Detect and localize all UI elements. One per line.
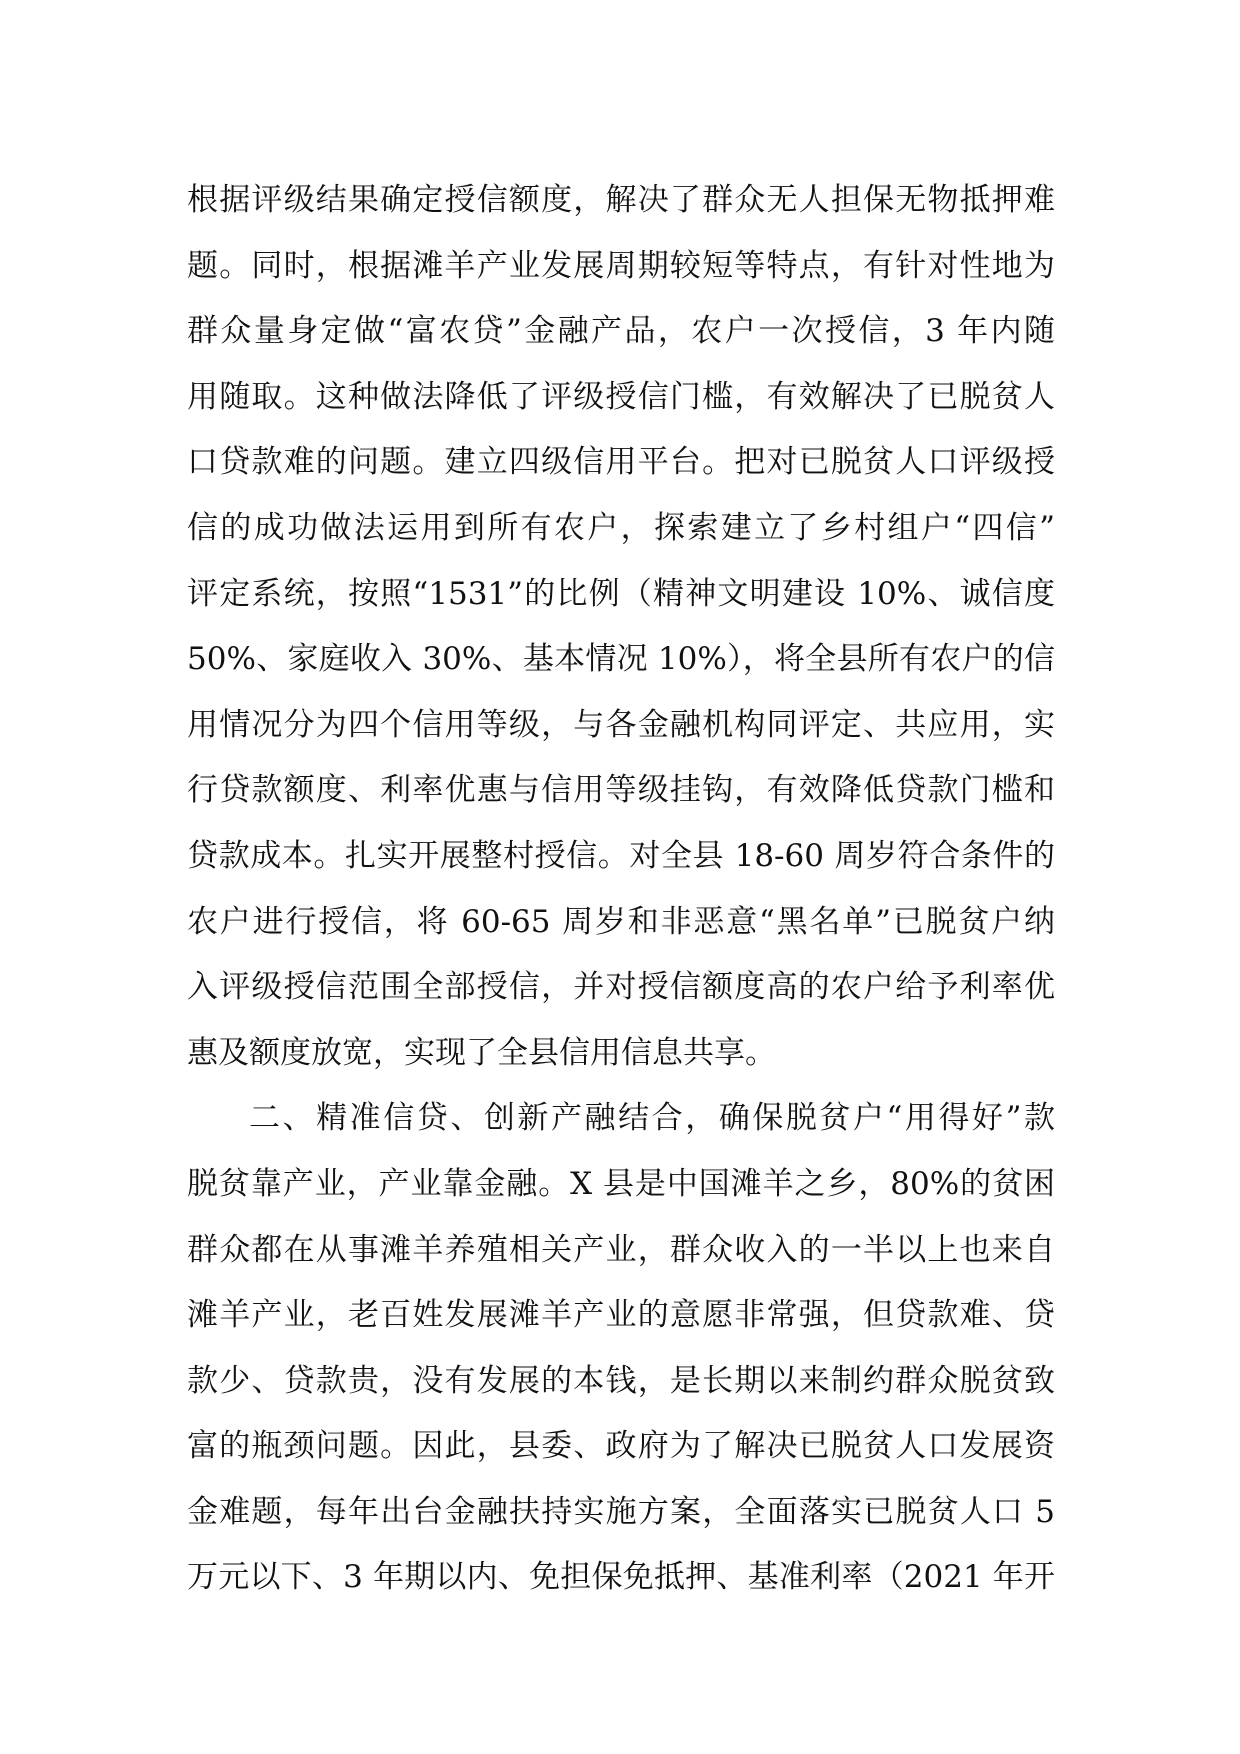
text-line: 群众量身定做“富农贷”金融产品，农户一次授信，3 年内随 [187, 313, 1055, 350]
text-line: 农户进行授信，将 60-65 周岁和非恶意“黑名单”已脱贫户纳 [187, 903, 1055, 940]
text-line: 评定系统，按照“1531”的比例（精神文明建设 10%、诚信度 [187, 575, 1055, 612]
text-line: 题。同时，根据滩羊产业发展周期较短等特点，有针对性地为 [187, 247, 1055, 284]
text-line: 贷款成本。扎实开展整村授信。对全县 18-60 周岁符合条件的 [187, 837, 1055, 874]
paragraph-end-line: 惠及额度放宽，实现了全县信用信息共享。 [187, 1034, 776, 1071]
text-line: 滩羊产业，老百姓发展滩羊产业的意愿非常强，但贷款难、贷 [187, 1297, 1055, 1334]
text-line: 口贷款难的问题。建立四级信用平台。把对已脱贫人口评级授 [187, 444, 1055, 481]
text-line: 根据评级结果确定授信额度，解决了群众无人担保无物抵押难 [187, 182, 1055, 218]
text-line: 脱贫靠产业，产业靠金融。X 县是中国滩羊之乡，80%的贫困 [187, 1165, 1055, 1202]
text-line: 款少、贷款贵，没有发展的本钱，是长期以来制约群众脱贫致 [187, 1362, 1055, 1399]
text-line: 信的成功做法运用到所有农户，探索建立了乡村组户“四信” [187, 509, 1055, 546]
text-line: 富的瓶颈问题。因此，县委、政府为了解决已脱贫人口发展资 [187, 1428, 1055, 1465]
text-line: 用情况分为四个信用等级，与各金融机构同评定、共应用，实 [187, 706, 1055, 743]
text-line: 群众都在从事滩羊养殖相关产业，群众收入的一半以上也来自 [187, 1231, 1055, 1268]
body-text [187, 168, 1055, 1611]
text-line: 行贷款额度、利率优惠与信用等级挂钩，有效降低贷款门槛和 [187, 772, 1055, 809]
text-line: 入评级授信范围全部授信，并对授信额度高的农户给予利率优 [187, 969, 1055, 1006]
text-line: 万元以下、3 年期以内、免担保免抵押、基准利率（2021 年开 [187, 1559, 1055, 1596]
text-line: 用随取。这种做法降低了评级授信门槛，有效解决了已脱贫人 [187, 378, 1055, 415]
section-heading: 二、精准信贷、创新产融结合，确保脱贫户“用得好”款 [249, 1100, 1055, 1137]
text-line: 金难题，每年出台金融扶持实施方案，全面落实已脱贫人口 5 [187, 1493, 1055, 1530]
text-line: 50%、家庭收入 30%、基本情况 10%），将全县所有农户的信 [187, 641, 1055, 678]
